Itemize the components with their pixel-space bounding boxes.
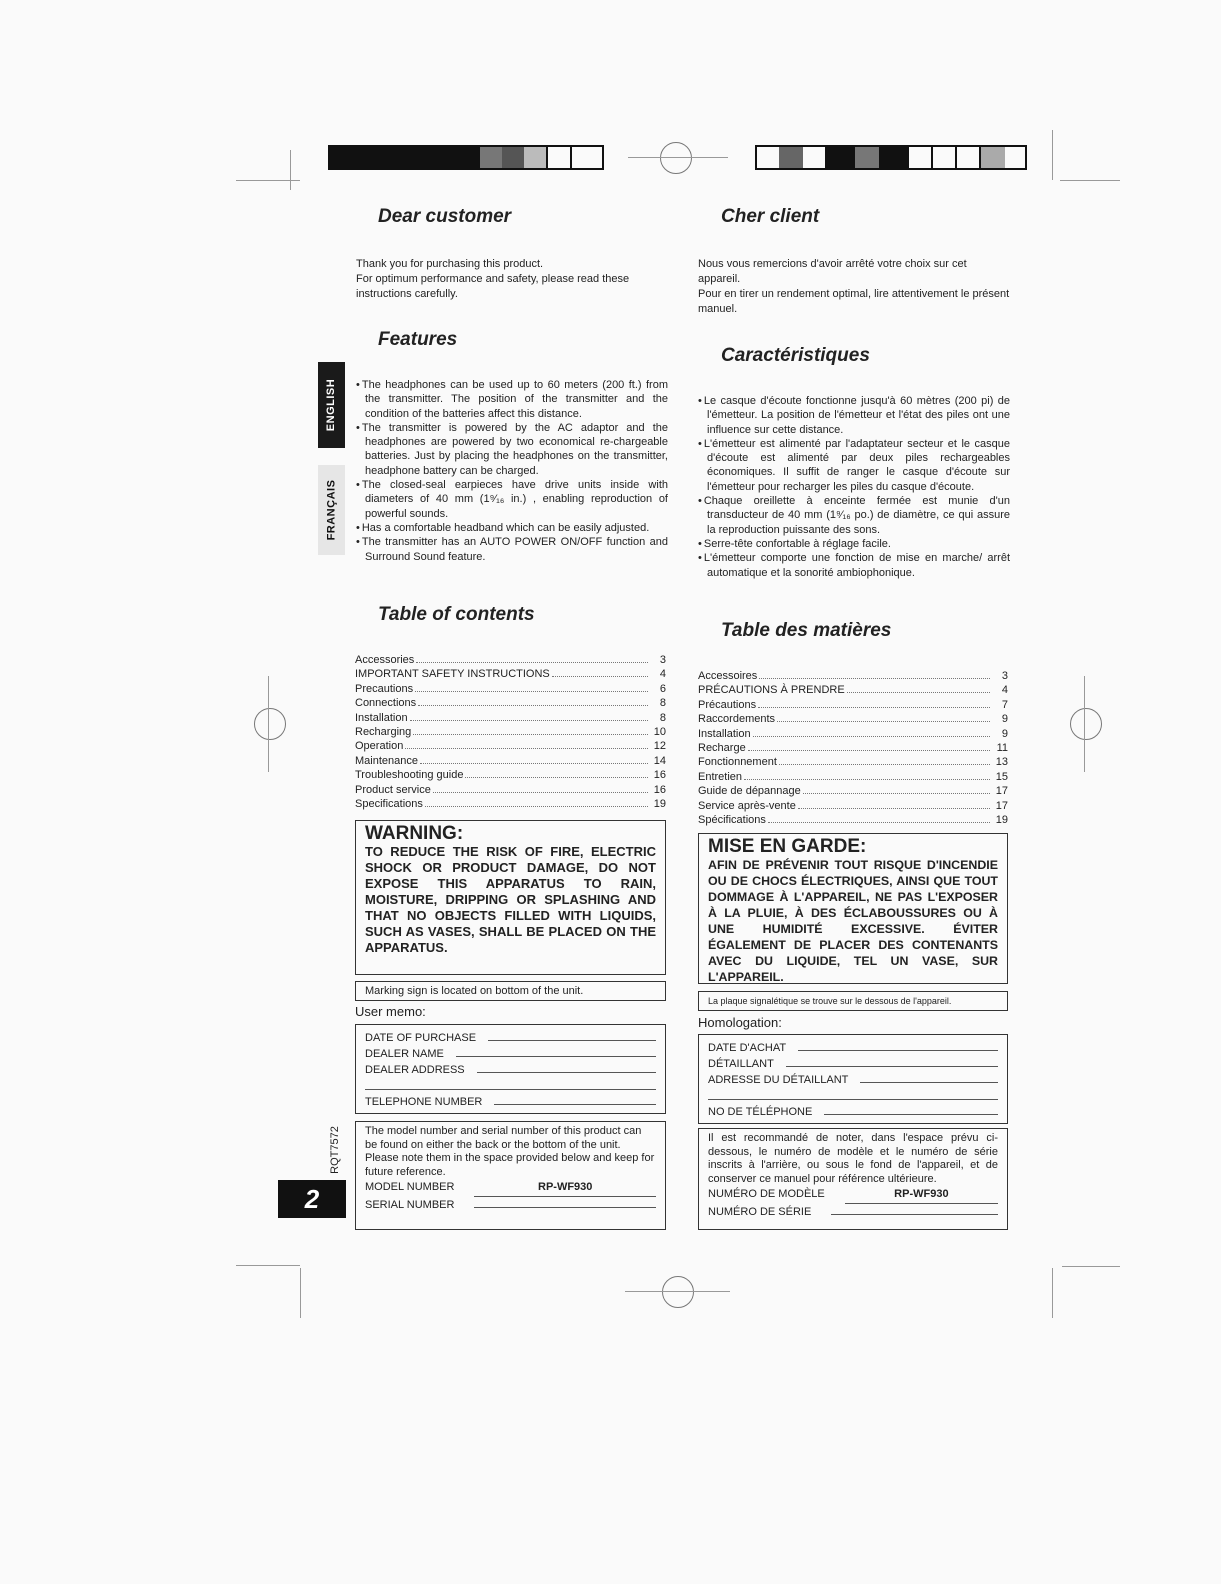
mise-en-garde-box: [698, 833, 1008, 984]
memo-field-phone[interactable]: NO DE TÉLÉPHONE: [708, 1104, 998, 1120]
memo-field[interactable]: DATE OF PURCHASE: [365, 1030, 656, 1046]
memo-field[interactable]: DÉTAILLANT: [708, 1056, 998, 1072]
toc-entry[interactable]: IMPORTANT SAFETY INSTRUCTIONS 4: [355, 668, 666, 681]
toc-entry[interactable]: Operation 12: [355, 740, 666, 753]
model-number-field[interactable]: MODEL NUMBER RP-WF930: [365, 1179, 656, 1197]
toc-heading-fr: Table des matières: [721, 620, 892, 641]
warning-title-fr: MISE EN GARDE:: [708, 836, 867, 857]
toc-entry[interactable]: Precautions 6: [355, 682, 666, 695]
dear-customer-heading: Dear customer: [378, 206, 512, 227]
toc-entry[interactable]: Troubleshooting guide 16: [355, 769, 666, 782]
feature-item: • Serre-tête confortable à réglage facile.: [698, 537, 1010, 551]
toc-entry[interactable]: Guide de dépannage 17: [698, 785, 1008, 798]
toc-list: [355, 653, 666, 811]
registration-mark-left: [254, 708, 286, 740]
feature-item: • The closed-seal earpieces have drive units inside with diameters of 40 mm (1⁹⁄₁₆ in.) , enabling reproduction of powerful sounds.: [356, 478, 668, 521]
crop-mark: [300, 1268, 301, 1318]
registration-line-top: [628, 157, 728, 158]
crop-mark: [1062, 1266, 1120, 1267]
registration-line-right: [1084, 676, 1085, 772]
registration-mark-top: [660, 142, 692, 174]
toc-entry[interactable]: Spécifications 19: [698, 814, 1008, 827]
homologation-heading: Homologation:: [698, 1015, 782, 1030]
toc-entry[interactable]: Recharging 10: [355, 726, 666, 739]
memo-field-phone[interactable]: TELEPHONE NUMBER: [365, 1094, 656, 1110]
intro-text-fr: Nous vous remercions d'avoir arrêté votre choix sur cet appareil. Pour en tirer un rendement optimal, lire attentivement le présent manuel.: [698, 258, 1010, 315]
model-number-field-fr[interactable]: NUMÉRO DE MODÈLE RP-WF930: [708, 1186, 998, 1204]
toc-entry[interactable]: Accessories 3: [355, 654, 666, 666]
user-memo-heading: User memo:: [355, 1004, 426, 1019]
warning-title: WARNING:: [365, 823, 464, 844]
crop-mark: [1052, 1268, 1053, 1318]
feature-item: • The headphones can be used up to 60 meters (200 ft.) from the transmitter. The position of the transmitter and the condition of the batteries affect this distance.: [356, 378, 668, 421]
warning-text: TO REDUCE THE RISK OF FIRE, ELECTRIC SHOCK OR PRODUCT DAMAGE, DO NOT EXPOSE THIS APPARATUS TO RAIN, MOISTURE, DRIPPING OR SPLASHING AND THAT NO OBJECTS FILLED WITH LIQUIDS, SUCH AS VASES, SHALL BE PLACED ON THE APPARATUS.: [365, 844, 656, 955]
warning-box: [355, 820, 666, 975]
english-tab: ENGLISH: [318, 362, 345, 448]
marking-sign-note: Marking sign is located on bottom of the unit.: [355, 981, 666, 1001]
header-bar-left: [328, 145, 604, 170]
toc-entry[interactable]: Entretien 15: [698, 770, 1008, 783]
marking-sign-note-fr: La plaque signalétique se trouve sur le dessous de l'appareil.: [698, 991, 1008, 1011]
toc-entry[interactable]: PRÉCAUTIONS À PRENDRE 4: [698, 684, 1008, 697]
toc-entry[interactable]: Précautions 7: [698, 698, 1008, 711]
memo-field[interactable]: ADRESSE DU DÉTAILLANT: [708, 1072, 998, 1088]
header-bar-right: [755, 145, 1027, 170]
features-list-fr: [698, 394, 1010, 580]
feature-item: • L'émetteur comporte une fonction de mise en marche/ arrêt automatique et la sonorité ambiophonique.: [698, 551, 1010, 580]
toc-entry[interactable]: Recharge 11: [698, 742, 1008, 755]
feature-item: • L'émetteur est alimenté par l'adaptateur secteur et le casque d'écoute est alimenté par deux piles rechargeables économiques. Il suffit de ranger le casque d'écoute sur l'émetteur pour recharger les piles du casque d'écoute.: [698, 437, 1010, 494]
toc-heading: Table of contents: [378, 604, 535, 625]
memo-field[interactable]: DEALER NAME: [365, 1046, 656, 1062]
feature-item: • The transmitter is powered by the AC adaptor and the headphones are powered by two economical re-chargeable batteries. Just by placing the headphones on the transmitter, headphone battery can be charged.: [356, 421, 668, 478]
caracteristiques-heading: Caractéristiques: [721, 345, 870, 366]
registration-mark-bottom: [662, 1276, 694, 1308]
doc-code: RQT7572: [329, 1126, 342, 1174]
registration-line-left: [268, 676, 269, 772]
toc-entry[interactable]: Installation 8: [355, 711, 666, 724]
memo-field[interactable]: DATE D'ACHAT: [708, 1040, 998, 1056]
model-serial-box-fr: Il est recommandé de noter, dans l'espace prévu ci-dessous, le numéro de modèle et le numéro de série inscrits à l'arrière, ou sous le fond de l'appareil, et de conserver ce manuel pour référence ultérieure. NUMÉRO DE MODÈLE RP-WF930 NUMÉRO DE SÉRIE: [698, 1128, 1008, 1230]
registration-line-bottom: [625, 1291, 730, 1292]
intro-text: Thank you for purchasing this product. For optimum performance and safety, please read these instructions carefully.: [356, 258, 630, 300]
user-memo-box: [355, 1024, 666, 1114]
toc-entry[interactable]: Installation 9: [698, 727, 1008, 740]
memo-field[interactable]: DEALER ADDRESS: [365, 1062, 656, 1078]
crop-mark: [1052, 130, 1053, 180]
registration-mark-right: [1070, 708, 1102, 740]
feature-item: • Has a comfortable headband which can be easily adjusted.: [356, 521, 668, 535]
toc-entry[interactable]: Connections 8: [355, 697, 666, 710]
crop-mark: [1060, 180, 1120, 181]
serial-number-field[interactable]: SERIAL NUMBER: [365, 1197, 656, 1214]
cher-client-heading: Cher client: [721, 206, 820, 227]
toc-entry[interactable]: Accessoires 3: [698, 670, 1008, 682]
toc-entry[interactable]: Service après-vente 17: [698, 799, 1008, 812]
crop-mark: [236, 1265, 300, 1266]
toc-entry[interactable]: Product service 16: [355, 783, 666, 796]
warning-text-fr: AFIN DE PRÉVENIR TOUT RISQUE D'INCENDIE OU DE CHOCS ÉLECTRIQUES, AINSI QUE TOUT DOMMAGE À L'APPAREIL, NE PAS L'EXPOSER À LA PLUIE, À DES ÉCLABOUSSURES OU À UNE HUMIDITÉ EXCESSIVE. ÉVITER ÉGALEMENT DE PLACER DES CONTENANTS AVEC DU LIQUIDE, TEL UN VASE, SUR L'APPAREIL.: [708, 858, 998, 984]
toc-list-fr: [698, 669, 1008, 827]
serial-number-field-fr[interactable]: NUMÉRO DE SÉRIE: [708, 1204, 998, 1221]
model-serial-box: The model number and serial number of this product can be found on either the back or the bottom of the unit. Please note them in the space provided below and keep for future reference. MODEL NUMBER RP-WF930 SERIAL NUMBER: [355, 1121, 666, 1230]
toc-entry[interactable]: Raccordements 9: [698, 713, 1008, 726]
homologation-box: [698, 1034, 1008, 1124]
features-list: [356, 378, 668, 564]
toc-entry[interactable]: Fonctionnement 13: [698, 756, 1008, 769]
feature-item: • The transmitter has an AUTO POWER ON/OFF function and Surround Sound feature.: [356, 535, 668, 564]
toc-entry[interactable]: Maintenance 14: [355, 754, 666, 767]
crop-mark: [290, 150, 291, 190]
feature-item: • Le casque d'écoute fonctionne jusqu'à 60 mètres (200 pi) de l'émetteur. La position de l'émetteur et l'état des piles ont une influence sur cette distance.: [698, 394, 1010, 437]
features-heading: Features: [378, 329, 458, 350]
toc-entry[interactable]: Specifications 19: [355, 798, 666, 811]
french-tab: FRANÇAIS: [318, 465, 345, 555]
feature-item: • Chaque oreillette à enceinte fermée est munie d'un transducteur de 40 mm (1⁹⁄₁₆ po.) de diamètre, ce qui assure la reproduction puissante des sons.: [698, 494, 1010, 537]
page-number: 2: [278, 1180, 346, 1218]
